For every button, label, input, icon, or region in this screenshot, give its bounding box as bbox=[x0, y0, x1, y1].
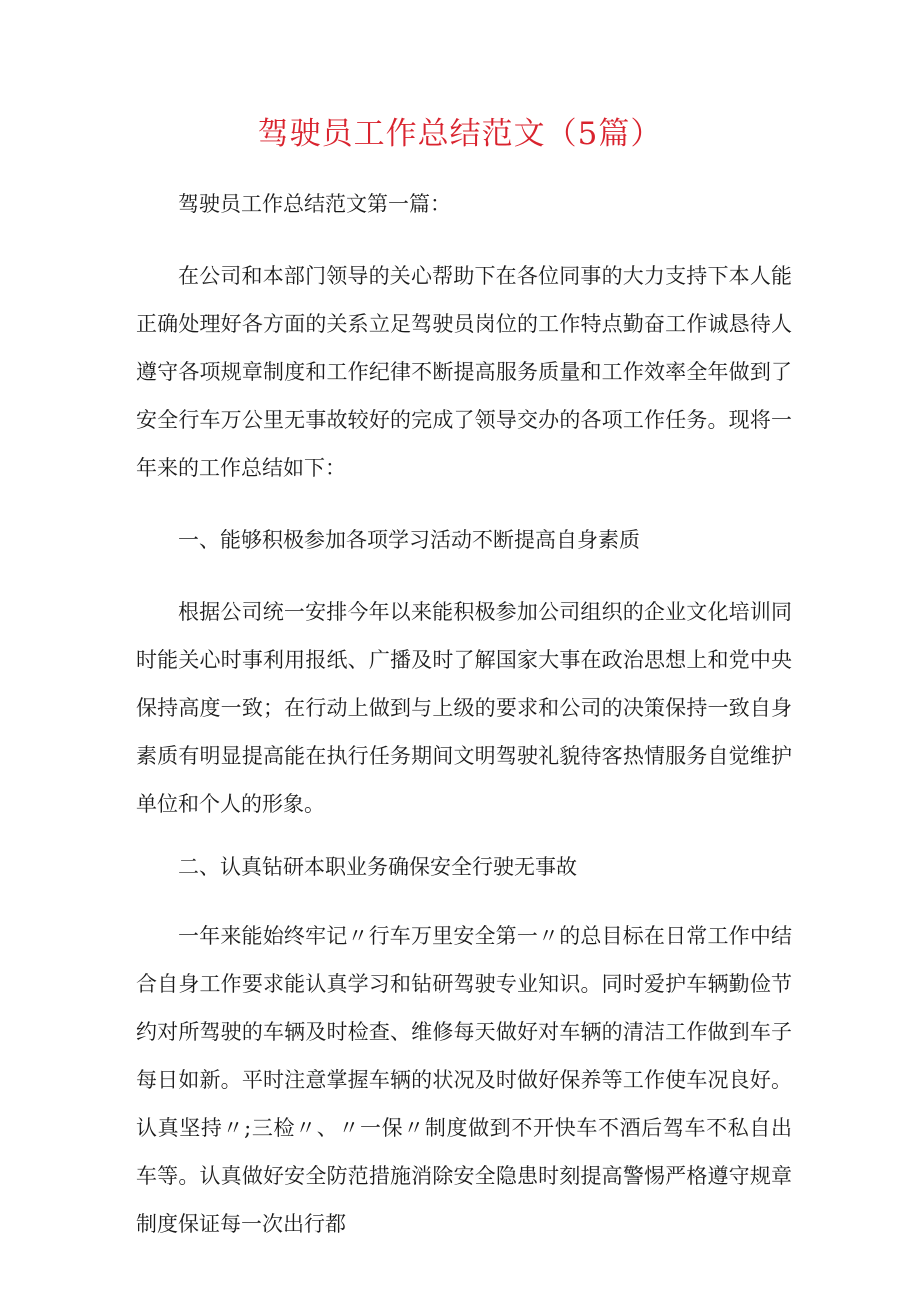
paragraph-study: 根据公司统一安排今年以来能积极参加公司组织的企业文化培训同时能关心时事利用报纸、广播及时了解国家大事在政治思想上和党中央保持高度一致；在行动上做到与上级的要求和公司的决策保持一致自身素质有明显提高能在执行任务期间文明驾驶礼貌待客热情服务自觉维护单位和个人的形象。 bbox=[136, 600, 792, 816]
heading-one: 一、能够积极参加各项学习活动不断提高自身素质 bbox=[178, 528, 640, 552]
paragraph-intro: 在公司和本部门领导的关心帮助下在各位同事的大力支持下本人能正确处理好各方面的关系立足驾驶员岗位的工作特点勤奋工作诚恳待人遵守各项规章制度和工作纪律不断提高服务质量和工作效率全年做到了安全行车万公里无事故较好的完成了领导交办的各项工作任务。现将一年来的工作总结如下： bbox=[136, 264, 792, 480]
heading-two: 二、认真钻研本职业务确保安全行驶无事故 bbox=[178, 855, 577, 879]
section-subtitle: 驾驶员工作总结范文第一篇： bbox=[178, 192, 451, 216]
document-title: 驾驶员工作总结范文（5篇） bbox=[257, 116, 663, 152]
paragraph-safety: 一年来能始终牢记〃行车万里安全第一〃的总目标在日常工作中结合自身工作要求能认真学习和钻研驾驶专业知识。同时爱护车辆勤俭节约对所驾驶的车辆及时检查、维修每天做好对车辆的清洁工作做到车子每日如新。平时注意掌握车辆的状况及时做好保养等工作使车况良好。认真坚持〃;三检〃、〃一保〃制度做到不开快车不酒后驾车不私自出车等。认真做好安全防范措施消除安全隐患时刻提高警惕严格遵守规章制度保证每一次出行都 bbox=[136, 924, 792, 1236]
